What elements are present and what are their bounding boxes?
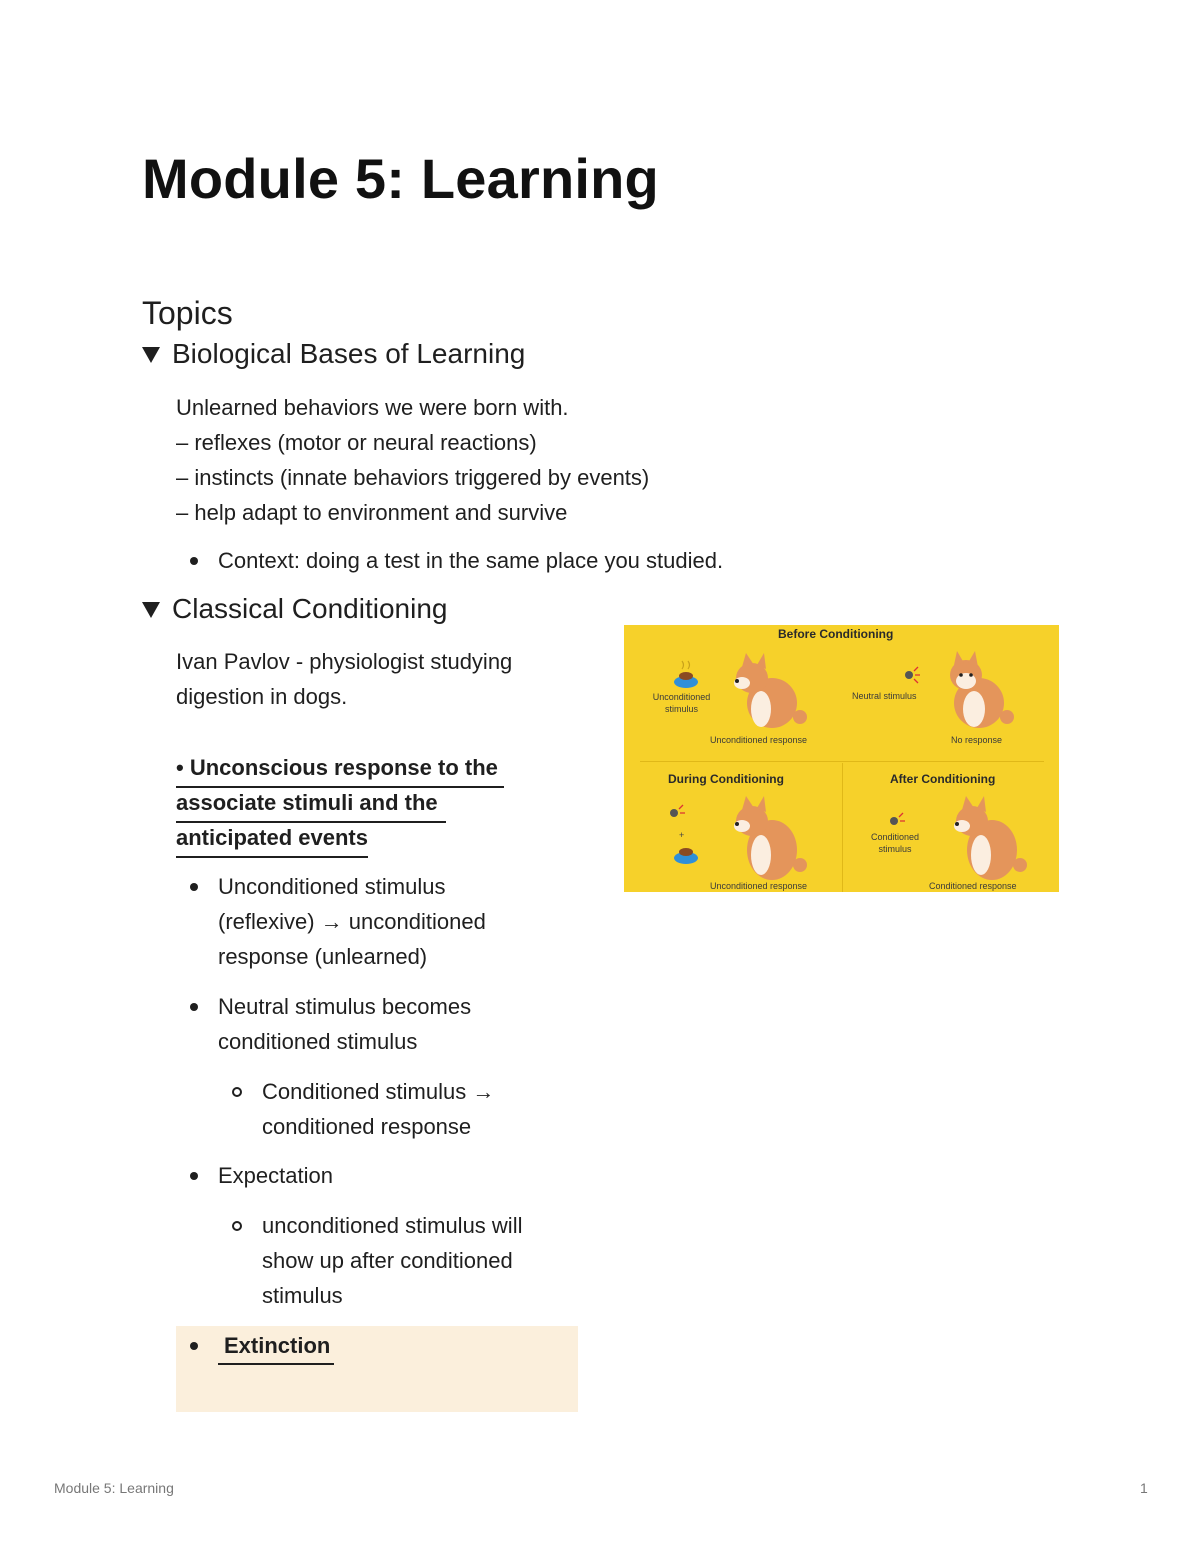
triangle-down-icon xyxy=(142,602,160,618)
dog-icon xyxy=(734,653,807,728)
paragraph-instincts: – instincts (innate behaviors triggered by events) xyxy=(176,465,650,490)
list-item-text: (reflexive) → unconditioned xyxy=(218,909,486,934)
bullet-icon xyxy=(190,1003,198,1011)
list-item-text: Conditioned stimulus → xyxy=(262,1079,495,1104)
list-item-text: Extinction xyxy=(218,1328,334,1365)
bullet-icon xyxy=(190,883,198,891)
paragraph-pavlov: Ivan Pavlov - physiologist studying xyxy=(176,649,513,674)
list-item-text: stimulus xyxy=(262,1283,343,1308)
footer-title: Module 5: Learning xyxy=(54,1480,174,1496)
list-item-text: Context: doing a test in the same place you studied. xyxy=(218,548,724,573)
toggle-label: Biological Bases of Learning xyxy=(172,338,526,369)
emphasis-line-2: associate stimuli and the xyxy=(176,785,446,823)
hollow-bullet-icon xyxy=(232,1221,242,1231)
sub-list-item-conditioned xyxy=(232,1074,494,1144)
list-item-text: show up after conditioned xyxy=(262,1248,513,1273)
list-item-text: Expectation xyxy=(218,1163,333,1188)
toggle-biological-bases[interactable] xyxy=(142,338,525,370)
label-unconditioned-response: Unconditioned response xyxy=(710,735,808,745)
bell-icon xyxy=(905,667,920,683)
list-item-text: conditioned stimulus xyxy=(218,1029,418,1054)
label-conditioned-stimulus: Conditioned stimulus xyxy=(870,832,920,854)
svg-text:+: + xyxy=(679,830,685,840)
footer-page-number: 1 xyxy=(1140,1480,1148,1496)
sub-list-item-expectation xyxy=(232,1208,522,1313)
list-item-unconditioned xyxy=(190,869,486,974)
figure-during-title: During Conditioning xyxy=(668,772,784,786)
paragraph-unlearned: Unlearned behaviors we were born with. xyxy=(176,395,569,420)
hollow-bullet-icon xyxy=(232,1087,242,1097)
list-item-text: Neutral stimulus becomes xyxy=(218,994,472,1019)
label-unconditioned-response-2: Unconditioned response xyxy=(710,881,808,891)
bell-icon xyxy=(890,813,905,825)
toggle-classical-conditioning[interactable] xyxy=(142,593,447,625)
label-conditioned-response: Conditioned response xyxy=(929,881,1017,891)
figure-after-title: After Conditioning xyxy=(890,772,996,786)
emphasis-line-1: • Unconscious response to the xyxy=(176,750,504,788)
list-item-text: conditioned response xyxy=(262,1114,472,1139)
list-item-text: response (unlearned) xyxy=(218,944,428,969)
emphasis-line-3: anticipated events xyxy=(176,820,368,858)
list-item-context xyxy=(190,543,723,578)
paragraph-pavlov-cont: digestion in dogs. xyxy=(176,684,348,709)
bell-icon xyxy=(670,805,685,817)
dog-icon xyxy=(950,651,1014,728)
paragraph-adapt: – help adapt to environment and survive xyxy=(176,500,568,525)
figure-illustrations xyxy=(624,625,1059,892)
label-unconditioned-stimulus: Unconditioned stimulus xyxy=(652,692,711,714)
list-item-extinction xyxy=(190,1328,334,1365)
toggle-label: Classical Conditioning xyxy=(172,593,448,624)
triangle-down-icon xyxy=(142,347,160,363)
paragraph-reflexes: – reflexes (motor or neural reactions) xyxy=(176,430,537,455)
food-bowl-icon xyxy=(674,848,698,864)
food-bowl-icon xyxy=(674,661,698,688)
dog-icon xyxy=(734,796,807,880)
list-item-expectation xyxy=(190,1158,333,1193)
label-neutral-stimulus: Neutral stimulus xyxy=(852,691,917,701)
bullet-icon xyxy=(190,1172,198,1180)
bullet-icon xyxy=(190,557,198,565)
page-title: Module 5: Learning xyxy=(142,147,659,210)
label-no-response: No response xyxy=(951,735,1003,745)
conditioning-figure xyxy=(624,625,1059,892)
bullet-icon xyxy=(190,1342,198,1350)
topics-heading: Topics xyxy=(142,295,233,331)
list-item-neutral xyxy=(190,989,471,1059)
figure-before-title: Before Conditioning xyxy=(778,627,894,641)
list-item-text: unconditioned stimulus will xyxy=(262,1213,523,1238)
list-item-text: Unconditioned stimulus xyxy=(218,874,446,899)
dog-icon xyxy=(954,796,1027,880)
